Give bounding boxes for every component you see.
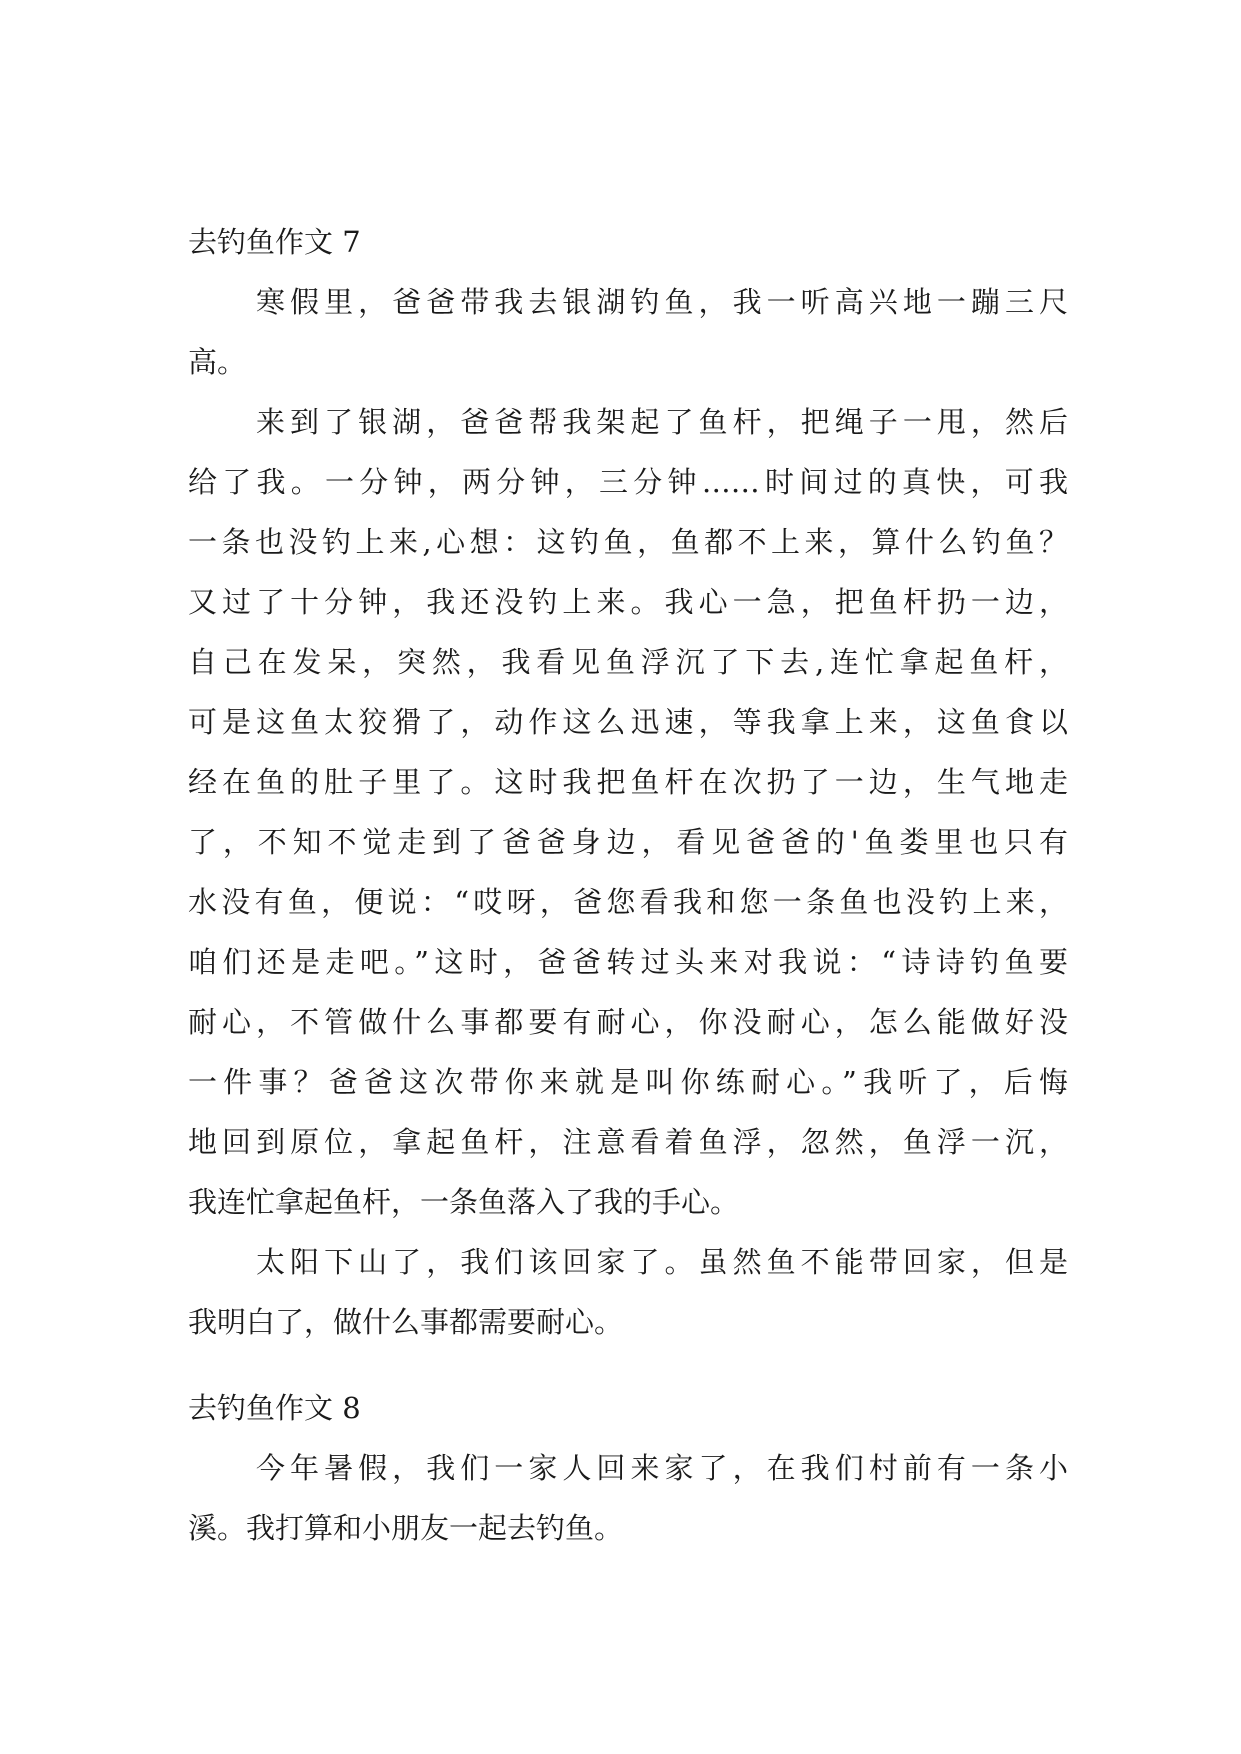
paragraph-line: 太阳下山了，我们该回家了。虽然鱼不能带回家，但是 bbox=[256, 1245, 1068, 1279]
paragraph-line: 溪。我打算和小朋友一起去钓鱼。 bbox=[188, 1511, 624, 1545]
paragraph-line: 水没有鱼，便说：“哎呀，爸您看我和您一条鱼也没钓上来， bbox=[188, 885, 1068, 919]
paragraph-line: 一件事？爸爸这次带你来就是叫你练耐心。”我听了，后悔 bbox=[188, 1065, 1068, 1099]
paragraph-line: 了，不知不觉走到了爸爸身边，看见爸爸的'鱼娄里也只有 bbox=[188, 825, 1068, 859]
paragraph-line: 经在鱼的肚子里了。这时我把鱼杆在次扔了一边，生气地走 bbox=[188, 765, 1068, 799]
paragraph-line: 可是这鱼太狡猾了，动作这么迅速，等我拿上来，这鱼食以 bbox=[188, 705, 1068, 739]
paragraph bbox=[188, 272, 1068, 392]
paragraph bbox=[188, 1438, 1068, 1558]
essay-section-8 bbox=[188, 1378, 1068, 1558]
paragraph-line: 寒假里，爸爸带我去银湖钓鱼，我一听高兴地一蹦三尺 bbox=[256, 285, 1068, 319]
paragraph-line: 一条也没钓上来,心想：这钓鱼，鱼都不上来，算什么钓鱼？ bbox=[188, 525, 1068, 559]
paragraph-line: 我连忙拿起鱼杆，一条鱼落入了我的手心。 bbox=[188, 1185, 740, 1219]
section-heading: 去钓鱼作文 7 bbox=[188, 225, 361, 259]
paragraph-line: 地回到原位，拿起鱼杆，注意看着鱼浮，忽然，鱼浮一沉， bbox=[188, 1125, 1068, 1159]
paragraph-line: 咱们还是走吧。”这时，爸爸转过头来对我说：“诗诗钓鱼要 bbox=[188, 945, 1068, 979]
paragraph-line: 我明白了，做什么事都需要耐心。 bbox=[188, 1305, 624, 1339]
paragraph-line: 耐心，不管做什么事都要有耐心，你没耐心，怎么能做好没 bbox=[188, 1005, 1068, 1039]
paragraph-line: 自己在发呆，突然，我看见鱼浮沉了下去,连忙拿起鱼杆， bbox=[188, 645, 1068, 679]
paragraph-line: 来到了银湖，爸爸帮我架起了鱼杆，把绳子一甩，然后 bbox=[256, 405, 1068, 439]
paragraph-line: 今年暑假，我们一家人回来家了，在我们村前有一条小 bbox=[256, 1451, 1068, 1485]
section-heading: 去钓鱼作文 8 bbox=[188, 1391, 361, 1425]
paragraph bbox=[188, 1232, 1068, 1352]
paragraph-line: 高。 bbox=[188, 345, 247, 379]
paragraph-line: 又过了十分钟，我还没钓上来。我心一急，把鱼杆扔一边， bbox=[188, 585, 1068, 619]
paragraph-line: 给了我。一分钟，两分钟，三分钟……时间过的真快，可我 bbox=[188, 465, 1068, 499]
paragraph bbox=[188, 392, 1068, 1232]
essay-section-7 bbox=[188, 212, 1068, 1352]
